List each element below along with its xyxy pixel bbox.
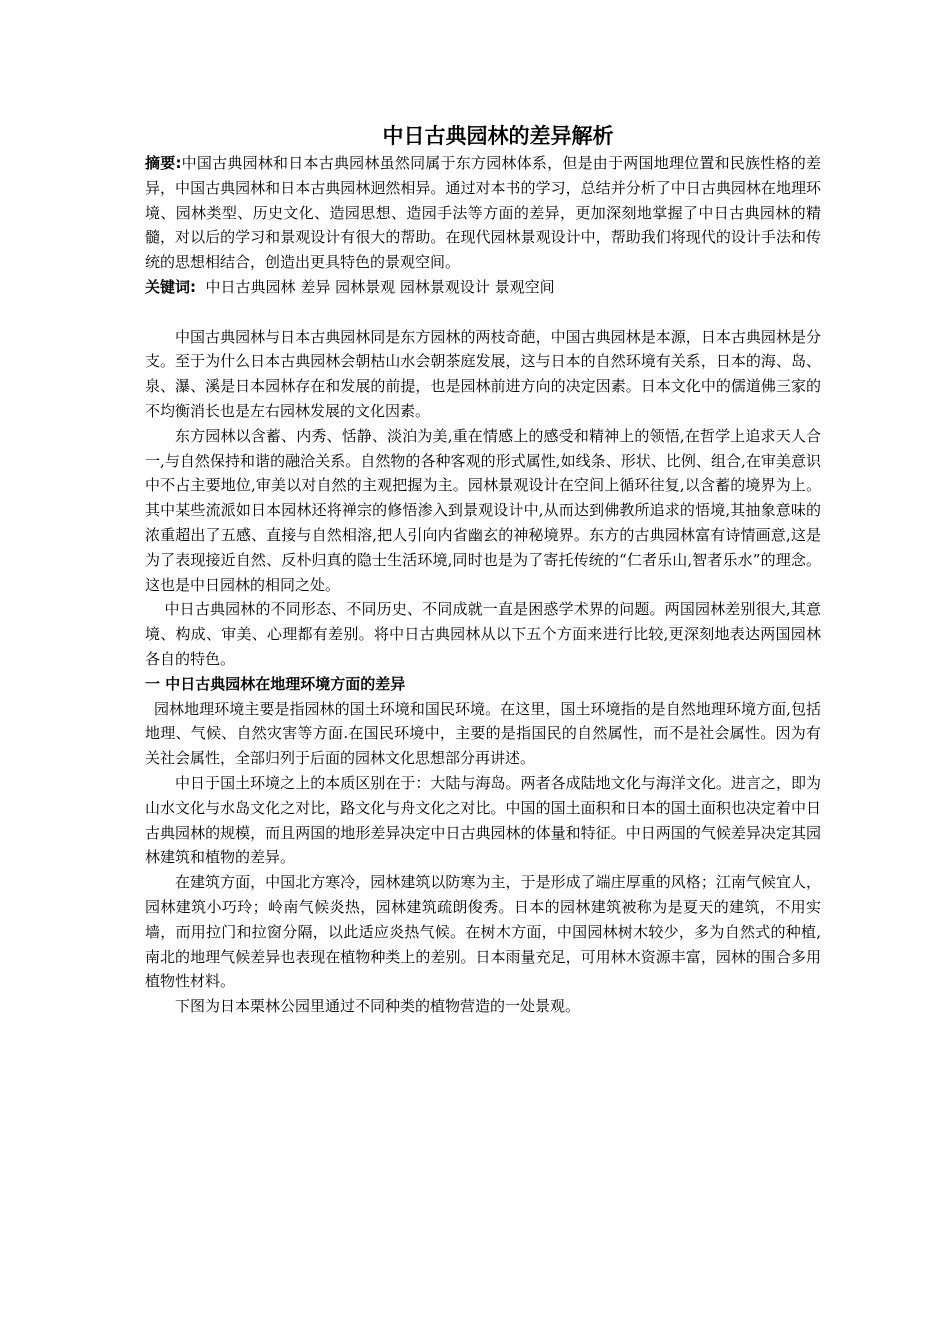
- paragraph-intro-1: 中国古典园林与日本古典园林同是东方园林的两枝奇葩，中国古典园林是本源，日本古典园林是分支。至于为什么日本古典园林会朝枯山水会朝茶庭发展，这与日本的自然环境有关系，日本的海、岛、泉、瀑、溪是日本园林存在和发展的前提，也是园林前进方向的决定因素。日本文化中的儒道佛三家的不均衡消长也是左右园林发展的文化因素。: [145, 327, 821, 420]
- abstract-text: 中国古典园林和日本古典园林虽然同属于东方园林体系，但是由于两国地理位置和民族性格的差异，中国古典园林和日本古典园林迥然相异。通过对本书的学习，总结并分析了中日古典园林在地理环境、园林类型、历史文化、造园思想、造园手法等方面的差异，更加深刻地掌握了中日古典园林的精髓，对以后的学习和景观设计有很大的帮助。在现代园林景观设计中，帮助我们将现代的设计手法和传统的思想相结合，创造出更具特色的景观空间。: [145, 154, 821, 272]
- paragraph-section-3: 在建筑方面，中国北方寒冷，园林建筑以防寒为主，于是形成了端庄厚重的风格；江南气候宜人，园林建筑小巧玲；岭南气候炎热，园林建筑疏朗俊秀。日本的园林建筑被称为是夏天的建筑，不用实墙，而用拉门和拉窗分隔，以此适应炎热气候。在树木方面，中国园林树木较少，多为自然式的种植,南北的地理气候差异也表现在植物种类上的差别。日本雨量充足，可用林木资源丰富，园林的围合多用植物性材料。: [145, 873, 821, 991]
- document-body: [145, 121, 821, 1019]
- document-title: 中日古典园林的差异解析: [382, 124, 614, 148]
- paragraph-section-2: 中日于国土环境之上的本质区别在于：大陆与海岛。两者各成陆地文化与海洋文化。进言之，即为山水文化与水岛文化之对比，路文化与舟文化之对比。中国的国土面积和日本的国土面积也决定着中日古典园林的规模，而且两国的地形差异决定中日古典园林的体量和特征。中日两国的气候差异决定其园林建筑和植物的差异。: [145, 773, 821, 867]
- paragraph-intro-3: 中日古典园林的不同形态、不同历史、不同成就一直是困惑学术界的问题。两国园林差别很大,其意境、构成、审美、心理都有差别。将中日古典园林从以下五个方面来进行比较,更深刻地表达两国园林各自的特色。: [145, 600, 821, 668]
- paragraph-section-1: 园林地理环境主要是指园林的国土环境和国民环境。在这里，国土环境指的是自然地理环境方面,包括地理、气候、自然灾害等方面.在国民环境中，主要的是指国民的自然属性，而不是社会属性。因为有关社会属性，全部归列于后面的园林文化思想部分再讲述。: [145, 699, 821, 768]
- section-heading: 一 中日古典园林在地理环境方面的差异: [145, 674, 406, 693]
- paragraph-section-4: 下图为日本栗林公园里通过不同种类的植物营造的一处景观。: [175, 997, 581, 1016]
- keywords-label: 关键词:: [145, 277, 196, 296]
- abstract-label: 摘要:: [145, 154, 182, 172]
- paragraph-intro-2: 东方园林以含蓄、内秀、恬静、淡泊为美,重在情感上的感受和精神上的领悟,在哲学上追求天人合一,与自然保持和谐的融洽关系。自然物的各种客观的形式属性,如线条、形状、比例、组合,在审美意识中不占主要地位,审美以对自然的主观把握为主。园林景观设计在空间上循环往复,以含蓄的境界为上。其中某些流派如日本园林还将禅宗的修悟渗入到景观设计中,从而达到佛教所追求的悟境,其抽象意味的浓重超出了五感、直接与自然相溶,把人引向内省幽玄的神秘境界。东方的古典园林富有诗情画意,这是为了表现接近自然、反朴归真的隐士生活环境,同时也是为了寄托传统的“仁者乐山,智者乐水”的理念。这也是中日园林的相同之处。: [145, 426, 821, 594]
- blank-line: [145, 300, 821, 325]
- abstract: [145, 151, 821, 275]
- keywords: [145, 275, 821, 300]
- keywords-text: 中日古典园林 差异 园林景观 园林景观设计 景观空间: [205, 277, 555, 296]
